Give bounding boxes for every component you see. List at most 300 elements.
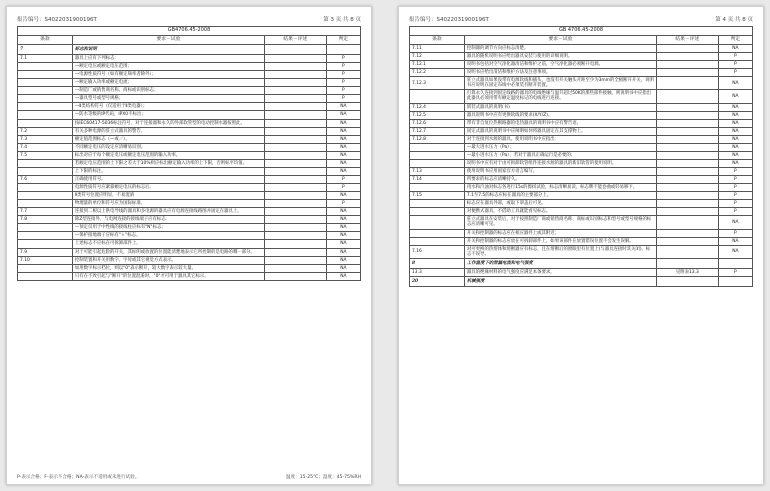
clause-cell — [18, 79, 73, 87]
table-row — [18, 248, 361, 256]
table-row — [18, 87, 361, 95]
clause-cell — [410, 159, 465, 167]
result-cell — [656, 45, 718, 53]
clause-cell: 7.12.7 — [410, 127, 465, 135]
clause-cell: 13.3 — [410, 268, 465, 276]
verdict-cell: NA — [718, 111, 752, 119]
table-row — [18, 71, 361, 79]
clause-cell: 7.12.8 — [410, 135, 465, 143]
table-row — [18, 119, 361, 127]
requirement-cell: Ⅱ类符号位置应明显，不易混淆 — [72, 192, 264, 200]
verdict-cell: P — [718, 53, 752, 61]
requirement-cell: 电源性质符号应紧靠额定电压的标志后。 — [72, 184, 264, 192]
result-cell — [264, 55, 326, 63]
result-cell — [656, 258, 718, 268]
result-cell — [264, 192, 326, 200]
result-cell — [656, 245, 718, 258]
verdict-cell: NA — [718, 45, 752, 53]
result-cell — [656, 184, 718, 192]
verdict-cell: NA — [718, 237, 752, 245]
clause-cell — [410, 151, 465, 159]
verdict-cell: NA — [326, 103, 360, 111]
verdict-cell: P — [326, 63, 360, 71]
standard-title: GB 4706.45-2008 — [410, 27, 753, 36]
clause-cell — [18, 167, 73, 175]
table-row — [18, 79, 361, 87]
clause-cell: 7.14 — [410, 176, 465, 184]
requirement-cell: 连接到二根以上供电导线的器具和多电源的器具应有电源连接线路图并固定在器具上。 — [72, 208, 264, 216]
table-row — [18, 143, 361, 151]
section-row — [18, 45, 361, 55]
verdict-cell: NA — [326, 264, 360, 272]
requirement-cell: 额定值范围标志（—或／）。 — [72, 135, 264, 143]
requirement-cell: 机械强度 — [464, 276, 656, 286]
verdict-cell — [718, 258, 752, 268]
col-requirement: 要求－试验 — [72, 36, 264, 45]
clause-cell: 7.16 — [410, 245, 465, 258]
verdict-cell: NA — [326, 127, 360, 135]
requirement-cell: 驻立式器具如果没带有电源软线和插头，也没有开关触头开距至少为3mm的全极断开开关，说明书应说明在固定布线中必须装有断开装置。 — [464, 77, 656, 90]
report-page-3 — [6, 6, 372, 485]
table-row — [18, 272, 361, 280]
requirement-cell: 所要求的标志应清晰持久。 — [464, 176, 656, 184]
result-cell — [264, 95, 326, 103]
table-row — [410, 127, 753, 135]
result-cell — [656, 61, 718, 69]
table-row — [410, 168, 753, 176]
verdict-cell: P — [326, 87, 360, 95]
result-cell — [656, 69, 718, 77]
report-number: 报告编号：S4022031900196T — [409, 17, 489, 23]
table-row — [18, 216, 361, 224]
verdict-cell: NA — [326, 256, 360, 264]
clause-cell — [18, 200, 73, 208]
table-row — [410, 184, 753, 192]
requirement-cell: 标志应在器具外部，或取下罩盖后可见。 — [464, 200, 656, 208]
verdict-cell: NA — [326, 135, 360, 143]
requirement-cell: 上述标志不应标在可拆卸部件上。 — [72, 240, 264, 248]
requirement-cell: —额定输入功率或额定电流； — [72, 79, 264, 87]
test-table — [409, 26, 753, 287]
table-row — [18, 232, 361, 240]
result-cell — [656, 135, 718, 143]
verdict-cell: P — [326, 55, 360, 63]
verdict-cell: P — [718, 208, 752, 216]
result-cell: 见附表13.3 — [656, 268, 718, 276]
result-cell — [264, 216, 326, 224]
table-row — [18, 111, 361, 119]
verdict-cell: NA — [326, 143, 360, 151]
table-row — [410, 77, 753, 90]
clause-cell: 7.12.5 — [410, 111, 465, 119]
requirement-cell: 上下限的标注。 — [72, 167, 264, 175]
result-cell — [264, 71, 326, 79]
verdict-cell: P — [718, 69, 752, 77]
result-cell — [264, 79, 326, 87]
verdict-cell: P — [326, 184, 360, 192]
col-result: 结果－评述 — [264, 36, 326, 45]
requirement-cell: —保护接地端子应标有"⏚"标志。 — [72, 232, 264, 240]
requirement-cell: —额定电压或额定电压范围； — [72, 63, 264, 71]
verdict-legend: P-表示合格；F-表示不合格；NA-表示不适用或未进行试验。 — [17, 475, 140, 480]
requirement-cell: 标志和说明 — [72, 45, 264, 55]
section-row — [410, 258, 753, 268]
verdict-cell: NA — [326, 167, 360, 175]
requirement-cell: 器具说明书中应有更换软线的要求(X/Y/Z)。 — [464, 111, 656, 119]
result-cell — [264, 224, 326, 232]
clause-cell — [410, 143, 465, 151]
table-row — [18, 95, 361, 103]
clause-cell: 7.6 — [18, 175, 73, 183]
clause-cell — [18, 192, 73, 200]
result-cell — [656, 229, 718, 237]
clause-cell: 7.12.6 — [410, 119, 465, 127]
result-cell — [656, 200, 718, 208]
clause-cell — [410, 229, 465, 237]
verdict-cell: NA — [718, 127, 752, 135]
result-cell — [656, 119, 718, 127]
table-row — [18, 63, 361, 71]
table-row — [410, 245, 753, 258]
requirement-cell: 说明书中应有对于由可拆卸软管组件连接水源的器具的新旧软管的使用说明。 — [464, 159, 656, 167]
verdict-cell: P — [326, 95, 360, 103]
verdict-cell: NA — [326, 111, 360, 119]
section-row — [410, 276, 753, 286]
verdict-cell: NA — [326, 119, 360, 127]
table-row — [410, 119, 753, 127]
requirement-cell: 除Z型连接外，与电网连接的接线端子应有标志： — [72, 216, 264, 224]
table-row — [18, 192, 361, 200]
verdict-cell: P — [718, 184, 752, 192]
verdict-cell: NA — [718, 103, 752, 111]
verdict-cell: NA — [326, 216, 360, 224]
col-verdict: 判定 — [326, 36, 360, 45]
col-clause: 条款 — [18, 36, 73, 45]
verdict-cell: NA — [326, 151, 360, 159]
requirement-cell: —最小进水压力（Pa），若对于器具正确运行是必要的； — [464, 151, 656, 159]
result-cell — [264, 200, 326, 208]
clause-cell — [18, 63, 73, 71]
clause-cell: 7.12.1 — [410, 61, 465, 69]
verdict-cell: NA — [718, 119, 752, 127]
clause-cell — [18, 224, 73, 232]
clause-cell — [410, 237, 465, 245]
requirement-cell: —电源性质符号（如有额定频率者除外）； — [72, 71, 264, 79]
table-row — [410, 200, 753, 208]
result-cell — [656, 208, 718, 216]
result-cell — [264, 135, 326, 143]
table-row — [18, 127, 361, 135]
result-cell — [656, 237, 718, 245]
result-cell — [264, 175, 326, 183]
result-cell — [264, 63, 326, 71]
page-number: 第 4 页 共 8 页 — [715, 17, 753, 23]
clause-cell: 7.12.2 — [410, 69, 465, 77]
table-row — [410, 176, 753, 184]
requirement-cell: 对可更换的热熔体和熔断器应有标志，且在熔断后的窗眼里有位置上(与器具连接时其关闭)，标志不误导。 — [464, 245, 656, 258]
clause-cell — [18, 119, 73, 127]
page-number: 第 3 页 共 8 页 — [323, 17, 361, 23]
table-row — [410, 237, 753, 245]
verdict-cell: P — [326, 200, 360, 208]
verdict-cell: NA — [326, 192, 360, 200]
requirement-cell: 说明书应给出清洁和维护方法及注意事项。 — [464, 69, 656, 77]
verdict-cell: NA — [326, 159, 360, 167]
result-cell — [264, 45, 326, 55]
clause-cell: 7.13 — [410, 168, 465, 176]
requirement-cell: 标出对应于每个额定电压或额定电压范围的输入功率。 — [72, 151, 264, 159]
page-footer — [17, 474, 361, 480]
verdict-cell: NA — [326, 272, 360, 280]
verdict-cell: NA — [718, 135, 752, 143]
table-row — [18, 224, 361, 232]
result-cell — [264, 143, 326, 151]
table-row — [18, 151, 361, 159]
table-row — [410, 229, 753, 237]
result-cell — [264, 272, 326, 280]
requirement-cell: 工作温度下的泄漏电流和电气强度 — [464, 258, 656, 268]
result-cell — [264, 208, 326, 216]
test-table — [17, 26, 361, 281]
result-cell — [264, 248, 326, 256]
table-row — [410, 135, 753, 143]
verdict-cell: P — [718, 61, 752, 69]
requirement-cell: 用水和汽油对标志各进行15s的擦拭试验，标志清晰易读，标志牌不能卷曲或轻易移下。 — [464, 184, 656, 192]
verdict-cell — [326, 45, 360, 55]
result-cell — [656, 176, 718, 184]
table-row — [18, 200, 361, 208]
report-page-4 — [398, 6, 764, 485]
requirement-cell: —预定仅用于中性线的接线柱应标有"N"标志； — [72, 224, 264, 232]
result-cell — [264, 184, 326, 192]
requirement-cell: 对便携式器具，不借助工具就能看见标志。 — [464, 208, 656, 216]
requirement-cell: 7.1至7.5的标志应标在器具的主要部分上。 — [464, 192, 656, 200]
result-cell — [656, 103, 718, 111]
result-cell — [656, 77, 718, 90]
result-cell — [656, 111, 718, 119]
table-row — [18, 135, 361, 143]
table-row — [410, 90, 753, 103]
requirement-cell: 打算永久连接到固定线路的器具的电线绝缘与温升超过50K的那些部件接触，则说明书中应指出此器具必须用带有额定温度标记的电线进行连接。 — [464, 90, 656, 103]
result-cell — [656, 90, 718, 103]
table-row — [410, 111, 753, 119]
table-row — [410, 69, 753, 77]
requirement-cell: 对于连接到水源的器具，使用说明书中应指出： — [464, 135, 656, 143]
clause-cell — [18, 240, 73, 248]
clause-cell — [410, 216, 465, 229]
requirement-cell: 器具的随机说明书应给出器具安装与使用的详细说明。 — [464, 53, 656, 61]
table-row — [18, 240, 361, 248]
verdict-cell: NA — [326, 240, 360, 248]
verdict-cell: NA — [718, 77, 752, 90]
clause-cell: 7.12 — [410, 53, 465, 61]
result-cell — [264, 159, 326, 167]
table-row — [410, 143, 753, 151]
requirement-cell: 开关和控制器的标志应在相应器件上或其附近； — [464, 229, 656, 237]
requirement-cell: 嵌装式器具的说明(书) — [464, 103, 656, 111]
clause-cell — [18, 272, 73, 280]
test-conditions: 温度：15-25℃；湿度：45-75%RH — [285, 475, 361, 480]
clause-cell: 7.12.4 — [410, 103, 465, 111]
requirement-cell: 按IEC60417-5036标注符号，对于连接器和永久的外部软管型的电动控制水器按照此， — [72, 119, 264, 127]
verdict-cell: P — [718, 200, 752, 208]
result-cell — [264, 119, 326, 127]
verdict-cell: NA — [718, 216, 752, 229]
verdict-cell: NA — [326, 208, 360, 216]
clause-cell: 8 — [410, 258, 465, 268]
requirement-cell: 只有在不致引起与"断开"的位置混淆时，"0"才可用于器具其它标示。 — [72, 272, 264, 280]
requirement-cell: 如用数字标示档位，则以"0"表示断开，较大数字表示较大量。 — [72, 264, 264, 272]
requirement-cell: 不同额定电压的设定应清晰易识别。 — [72, 143, 264, 151]
verdict-cell: NA — [718, 159, 752, 167]
clause-cell: 7.2 — [18, 127, 73, 135]
page-header — [17, 15, 361, 23]
result-cell — [264, 240, 326, 248]
result-cell — [264, 111, 326, 119]
requirement-cell: 使用说明书应用国家官方语言编写。 — [464, 168, 656, 176]
result-cell — [264, 167, 326, 175]
col-result: 结果－评述 — [656, 36, 718, 45]
verdict-cell: NA — [718, 143, 752, 151]
table-row — [410, 61, 753, 69]
result-cell — [264, 103, 326, 111]
requirement-cell: 正确使用符号。 — [72, 175, 264, 183]
table-row — [410, 192, 753, 200]
col-requirement: 要求－试验 — [464, 36, 656, 45]
requirement-cell: 器具的绝缘材料的电气强度应满足本条要求。 — [464, 268, 656, 276]
table-row — [18, 175, 361, 183]
requirement-cell: 器具上应有下列标志： — [72, 55, 264, 63]
verdict-cell: NA — [326, 248, 360, 256]
verdict-cell: P — [718, 192, 752, 200]
requirement-cell: 开关和控制器的标志应放在可拆卸部件上，如果该部件在放置错误位置不会发生误解。 — [464, 237, 656, 245]
clause-cell — [410, 184, 465, 192]
result-cell — [264, 127, 326, 135]
requirement-cell: 若额定电压范围的上下限之差大于10%则应标出额定输入功率的上下限，否则标平均值。 — [72, 159, 264, 167]
table-row — [410, 268, 753, 276]
table-row — [410, 53, 753, 61]
col-verdict: 判定 — [718, 36, 752, 45]
table-row — [410, 216, 753, 229]
result-cell — [656, 151, 718, 159]
requirement-cell: —防水等级的IP代码，IPX0不标出； — [72, 111, 264, 119]
clause-cell — [18, 87, 73, 95]
clause-cell — [18, 232, 73, 240]
clause-cell — [18, 71, 73, 79]
clause-cell — [18, 103, 73, 111]
table-row — [18, 159, 361, 167]
requirement-cell: 控制装置和开关用数字、字母或其它视觉方式表示。 — [72, 256, 264, 264]
table-row — [410, 208, 753, 216]
result-cell — [656, 276, 718, 286]
verdict-cell: NA — [718, 90, 752, 103]
result-cell — [264, 256, 326, 264]
requirement-cell: 说明书包括对空气净化器清洁和维护之前，空气净化器必须断开电源。 — [464, 61, 656, 69]
verdict-cell: P — [718, 229, 752, 237]
standard-title: GB4706.45-2008 — [18, 27, 361, 36]
clause-cell — [18, 95, 73, 103]
table-row — [18, 55, 361, 63]
table-row — [410, 151, 753, 159]
result-cell — [656, 53, 718, 61]
clause-cell: 7.10 — [18, 256, 73, 264]
result-cell — [656, 168, 718, 176]
col-clause: 条款 — [410, 36, 465, 45]
clause-cell: 7.7 — [18, 208, 73, 216]
result-cell — [656, 143, 718, 151]
clause-cell: 7.3 — [18, 135, 73, 143]
clause-cell — [18, 184, 73, 192]
table-row — [410, 159, 753, 167]
verdict-cell: P — [326, 71, 360, 79]
clause-cell: 7 — [18, 45, 73, 55]
requirement-cell: —器具型号或型号规格； — [72, 95, 264, 103]
requirement-cell: —最大进水压力（Pa）； — [464, 143, 656, 151]
clause-cell: 7.5 — [18, 151, 73, 159]
clause-cell: 7.15 — [410, 192, 465, 200]
clause-cell — [18, 264, 73, 272]
requirement-cell: 对于可能引起危险的开关，其标明或放置的位置能清楚地表示它所控制的是电路的哪一部分。 — [72, 248, 264, 256]
clause-cell — [410, 208, 465, 216]
clause-cell: 7.9 — [18, 248, 73, 256]
result-cell — [656, 216, 718, 229]
result-cell — [656, 192, 718, 200]
result-cell — [264, 264, 326, 272]
clause-cell: 7.1 — [18, 55, 73, 63]
requirement-cell: 控制器的调节方向应标志清楚。 — [464, 45, 656, 53]
verdict-cell — [718, 276, 752, 286]
clause-cell: 7.11 — [410, 45, 465, 53]
verdict-cell: P — [718, 168, 752, 176]
requirement-cell: 固定式器具的说明书中应阐明如何将器具固定在其支撑物上。 — [464, 127, 656, 135]
clause-cell — [18, 111, 73, 119]
table-row — [18, 264, 361, 272]
table-row — [18, 256, 361, 264]
table-row — [410, 103, 753, 111]
result-cell — [264, 151, 326, 159]
verdict-cell: P — [326, 175, 360, 183]
clause-cell — [18, 159, 73, 167]
requirement-cell: —制造厂或销售商名称、商标或识别标志； — [72, 87, 264, 95]
verdict-cell: NA — [718, 245, 752, 258]
requirement-cell: 物理量的单位和符号应为国际标准。 — [72, 200, 264, 208]
table-row — [18, 184, 361, 192]
clause-cell — [410, 90, 465, 103]
clause-cell: 7.4 — [18, 143, 73, 151]
verdict-cell: NA — [326, 224, 360, 232]
table-row — [18, 167, 361, 175]
page-header — [409, 15, 753, 23]
requirement-cell: 有关多种电源的驻立式器具的警告。 — [72, 127, 264, 135]
requirement-cell: —Ⅱ类结构符号（仅适用于Ⅱ类电器）； — [72, 103, 264, 111]
table-row — [410, 45, 753, 53]
table-row — [18, 208, 361, 216]
clause-cell: 7.12.3 — [410, 77, 465, 90]
result-cell — [656, 159, 718, 167]
result-cell — [264, 232, 326, 240]
verdict-cell: P — [718, 176, 752, 184]
result-cell — [264, 87, 326, 95]
verdict-cell: NA — [718, 151, 752, 159]
verdict-cell: P — [718, 268, 752, 276]
clause-cell — [410, 200, 465, 208]
verdict-cell: P — [326, 79, 360, 87]
requirement-cell: 驻立式器具在安装后，对于按照制造厂商或销售商名称、商标或识别标志和型号或型号规格的标志应清晰可见。 — [464, 216, 656, 229]
clause-cell: 20 — [410, 276, 465, 286]
verdict-cell: NA — [326, 232, 360, 240]
result-cell — [656, 127, 718, 135]
table-row — [18, 103, 361, 111]
